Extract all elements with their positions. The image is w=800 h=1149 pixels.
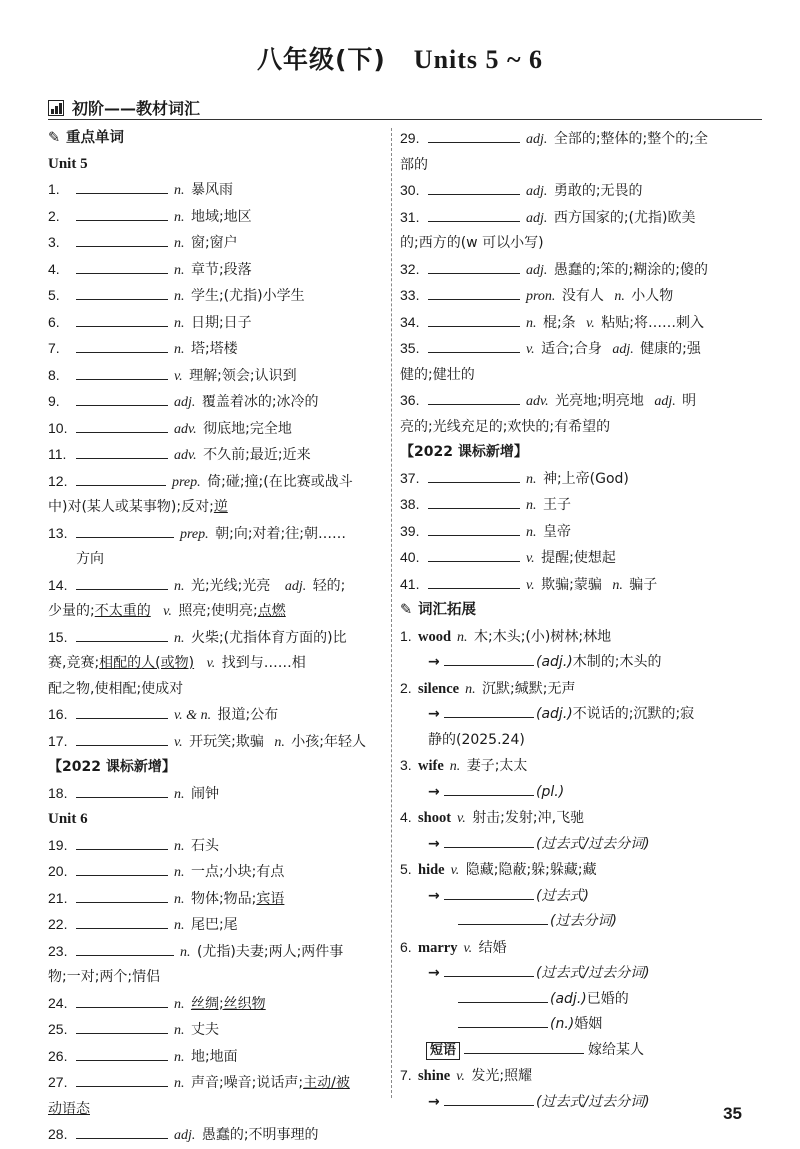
- derivation-row: → (过去式/过去分词): [400, 961, 740, 987]
- list-item: 27. n. 声音;噪音;说话声;主动/被 动语态: [48, 1074, 350, 1117]
- page-number: 35: [723, 1104, 742, 1123]
- arrow-icon: →: [428, 706, 440, 722]
- list-item: 20. n. 一点;小块;有点: [48, 863, 285, 880]
- list-item: 16. v. & n. 报道;公布: [48, 706, 279, 723]
- list-item: 6. marry v. 结婚: [400, 938, 507, 956]
- derivation-row: → (过去式/过去分词): [400, 832, 740, 858]
- answer-blank[interactable]: [76, 207, 168, 221]
- list-item: 1. wood n. 木;木头;(小)树林;林地: [400, 627, 612, 645]
- derivation-row: (adj.)已婚的: [400, 987, 740, 1013]
- arrow-icon: →: [428, 887, 440, 904]
- answer-blank[interactable]: [428, 313, 520, 327]
- arrow-icon: →: [428, 1093, 440, 1110]
- list-item: 29. adj. 全部的;整体的;整个的;全 部的: [400, 130, 708, 173]
- answer-blank[interactable]: [444, 1092, 534, 1106]
- answer-blank[interactable]: [444, 963, 534, 977]
- list-item: 3. n. 窗;窗户: [48, 234, 238, 251]
- list-item: 17. v. 开玩笑;欺骗 n. 小孩;年轻人: [48, 732, 366, 750]
- list-item: 6. n. 日期;日子: [48, 313, 252, 331]
- list-item: 4. shoot v. 射击;发射;冲,飞驰: [400, 809, 585, 826]
- answer-blank[interactable]: [76, 313, 168, 327]
- unit5-heading: Unit 5: [48, 155, 88, 172]
- list-item: 24. n. 丝绸;丝织物: [48, 994, 266, 1012]
- answer-blank[interactable]: [428, 469, 520, 483]
- list-item: 41. v. 欺骗;蒙骗 n. 骗子: [400, 575, 658, 593]
- answer-blank[interactable]: [76, 1073, 168, 1087]
- left-column: [48, 126, 382, 1149]
- list-item: 33. pron. 没有人 n. 小人物: [400, 287, 674, 304]
- answer-blank[interactable]: [428, 208, 520, 222]
- list-item: 14. n. 光;光线;光亮 adj. 轻的; 少量的;不太重的 v. 照亮;使明亮;点燃: [48, 576, 346, 619]
- answer-blank[interactable]: [76, 419, 168, 433]
- list-item: 35. v. 适合;合身 adj. 健康的;强 健的;健壮的: [400, 340, 701, 383]
- answer-blank[interactable]: [458, 989, 548, 1003]
- answer-blank[interactable]: [428, 495, 520, 509]
- answer-blank[interactable]: [444, 782, 534, 796]
- list-item: 2. silence n. 沉默;缄默;无声: [400, 679, 576, 697]
- answer-blank[interactable]: [76, 339, 168, 353]
- list-item: 7. n. 塔;塔楼: [48, 340, 238, 357]
- unit5-list: [48, 177, 382, 469]
- unit6-heading: Unit 6: [48, 811, 88, 827]
- list-item: 18. n. 闹钟: [48, 784, 219, 802]
- list-item: 37. n. 神;上帝(God): [400, 469, 629, 487]
- answer-blank[interactable]: [428, 339, 520, 353]
- answer-blank[interactable]: [76, 628, 168, 642]
- list-item: 21. n. 物体;物品;宾语: [48, 889, 285, 907]
- derivation-row: → (adj.)木制的;木头的: [400, 650, 740, 676]
- answer-blank[interactable]: [428, 286, 520, 300]
- answer-blank[interactable]: [458, 911, 548, 925]
- key-words-heading: ✎ 重点单词: [48, 126, 382, 152]
- answer-blank[interactable]: [76, 286, 168, 300]
- list-item: 7. shine v. 发光;照耀: [400, 1067, 533, 1084]
- answer-blank[interactable]: [76, 784, 168, 798]
- vocab-extension-heading: ✎ 词汇拓展: [400, 598, 740, 624]
- list-item: 15. n. 火柴;(尤指体育方面的)比 赛,竞赛;相配的人(或物) v. 找到与……相 配之物,使相配;使成对: [48, 628, 347, 697]
- answer-blank[interactable]: [428, 522, 520, 536]
- list-item: 8. v. 理解;领会;认识到: [48, 366, 297, 384]
- answer-blank[interactable]: [76, 732, 168, 746]
- answer-blank[interactable]: [428, 260, 520, 274]
- derivation-row: (n.)婚姻: [400, 1012, 740, 1038]
- section-title: 初阶——教材词汇: [72, 99, 201, 118]
- arrow-icon: →: [428, 835, 440, 852]
- answer-blank[interactable]: [76, 994, 168, 1008]
- pencil-icon: ✎: [400, 602, 413, 618]
- list-item: 22. n. 尾巴;尾: [48, 916, 238, 933]
- answer-blank[interactable]: [76, 705, 168, 719]
- list-item: 11. adv. 不久前;最近;近来: [48, 446, 311, 463]
- answer-blank[interactable]: [76, 472, 166, 486]
- answer-blank[interactable]: [428, 575, 520, 589]
- answer-blank[interactable]: [76, 366, 168, 380]
- title-cn: 八年级(下): [256, 45, 386, 74]
- answer-blank[interactable]: [76, 180, 168, 194]
- answer-blank[interactable]: [444, 652, 534, 666]
- derivation-row: → (pl.): [400, 780, 740, 806]
- answer-blank[interactable]: [444, 886, 534, 900]
- answer-blank[interactable]: [76, 260, 168, 274]
- answer-blank[interactable]: [76, 862, 168, 876]
- answer-blank[interactable]: [428, 181, 520, 195]
- phrase-badge: 短语: [426, 1042, 460, 1060]
- answer-blank[interactable]: [76, 392, 168, 406]
- list-item: 10. adv. 彻底地;完全地: [48, 419, 292, 437]
- list-item: 5. hide v. 隐藏;隐蔽;躲;躲藏;藏: [400, 861, 597, 878]
- arrow-icon: →: [428, 654, 440, 670]
- list-item: 13. prep. 朝;向;对着;往;朝…… 方向: [48, 524, 346, 567]
- phrase-row: 短语 嫁给某人: [400, 1038, 740, 1064]
- derivation-row: (过去分词): [400, 909, 740, 935]
- list-item: 25. n. 丈夫: [48, 1021, 219, 1038]
- pencil-icon: ✎: [48, 130, 61, 146]
- bar-chart-icon: [48, 100, 64, 116]
- answer-blank[interactable]: [76, 445, 168, 459]
- answer-blank[interactable]: [76, 1125, 168, 1139]
- list-item: 28. adj. 愚蠢的;不明事理的: [48, 1126, 319, 1143]
- list-item: 12. prep. 倚;碰;撞;(在比赛或战斗 中)对(某人或某事物);反对;逆: [48, 472, 353, 515]
- answer-blank[interactable]: [76, 942, 174, 956]
- answer-blank[interactable]: [76, 524, 174, 538]
- answer-blank[interactable]: [76, 1047, 168, 1061]
- answer-blank[interactable]: [428, 129, 520, 143]
- derivation-row: → (过去式/过去分词): [400, 1090, 740, 1116]
- answer-blank[interactable]: [428, 548, 520, 562]
- derivation-row: → (adj.)不说话的;沉默的;寂 静的(2025.24): [400, 702, 740, 753]
- new-word-list: [400, 466, 740, 599]
- section-header: [48, 94, 762, 120]
- arrow-icon: →: [428, 965, 440, 981]
- list-item: 31. adj. 西方国家的;(尤指)欧美 的;西方的(w 可以小写): [400, 208, 696, 251]
- list-item: 23. n. (尤指)夫妻;两人;两件事 物;一对;两个;情侣: [48, 942, 344, 985]
- answer-blank[interactable]: [464, 1040, 584, 1054]
- list-item: 36. adv. 光亮地;明亮地 adj. 明 亮的;光线充足的;欢快的;有希望的: [400, 392, 697, 435]
- list-item: 1. n. 暴风雨: [48, 181, 233, 198]
- list-item: 40. v. 提醒;使想起: [400, 549, 616, 566]
- list-item: 39. n. 皇帝: [400, 522, 571, 540]
- list-item: 9. adj. 覆盖着冰的;冰冷的: [48, 393, 319, 410]
- answer-blank[interactable]: [458, 1014, 548, 1028]
- answer-blank[interactable]: [428, 391, 520, 405]
- list-item: 4. n. 章节;段落: [48, 260, 252, 278]
- unit6-list: [48, 833, 382, 886]
- title-en: Units 5 ~ 6: [413, 45, 544, 74]
- answer-blank[interactable]: [76, 915, 168, 929]
- list-item: 26. n. 地;地面: [48, 1047, 238, 1065]
- arrow-icon: →: [428, 783, 440, 800]
- list-item: 3. wife n. 妻子;太太: [400, 757, 528, 774]
- answer-blank[interactable]: [444, 704, 534, 718]
- list-item: 5. n. 学生;(尤指)小学生: [48, 287, 305, 304]
- list-item: 19. n. 石头: [48, 836, 219, 854]
- list-item: 34. n. 棍;条 v. 粘贴;将……刺入: [400, 313, 704, 331]
- new-standard-heading: 【2022 课标新增】: [48, 759, 176, 775]
- column-divider: [391, 128, 392, 1098]
- list-item: 38. n. 王子: [400, 496, 571, 513]
- new-standard-heading: 【2022 课标新增】: [400, 444, 528, 460]
- derivation-row: → (过去式): [400, 884, 740, 910]
- list-item: 30. adj. 勇敢的;无畏的: [400, 182, 643, 199]
- right-column: [400, 126, 740, 1115]
- answer-blank[interactable]: [76, 889, 168, 903]
- answer-blank[interactable]: [76, 233, 168, 247]
- answer-blank[interactable]: [444, 834, 534, 848]
- answer-blank[interactable]: [76, 1020, 168, 1034]
- answer-blank[interactable]: [76, 576, 168, 590]
- answer-blank[interactable]: [76, 836, 168, 850]
- list-item: 2. n. 地域;地区: [48, 207, 252, 225]
- list-item: 32. adj. 愚蠢的;笨的;糊涂的;傻的: [400, 260, 708, 278]
- page-title: [0, 40, 800, 76]
